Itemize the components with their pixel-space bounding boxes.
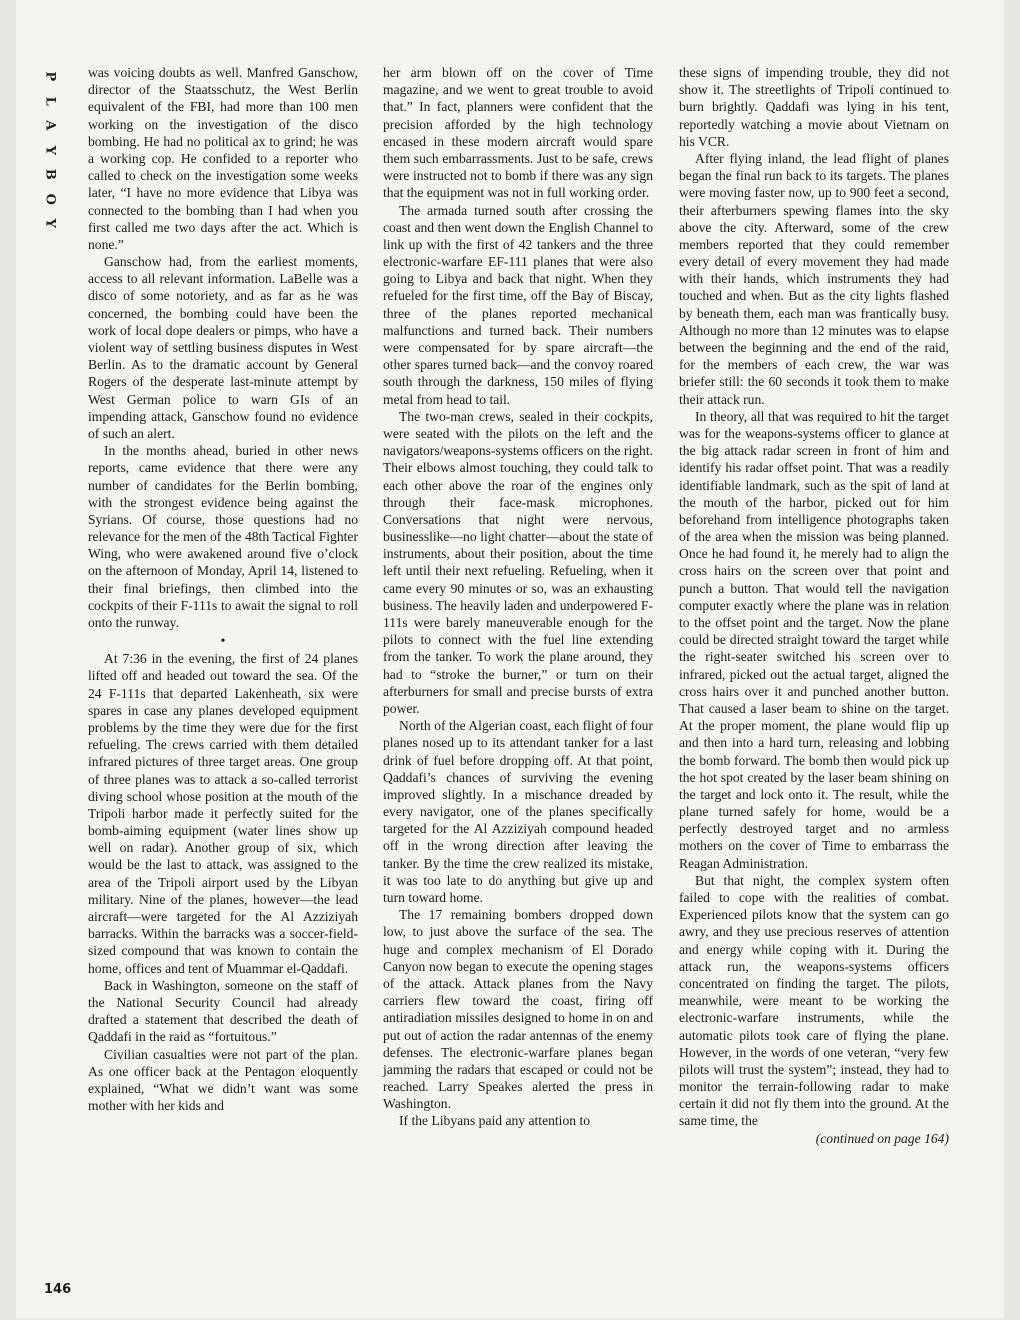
paragraph: In theory, all that was required to hit the target was for the weapons-systems officer to glance at the big attack radar screen in front of him and identify his radar offset point. That was a readily identifiable landmark, such as the spit of land at the mouth of the harbor, picked out for him beforehand from intelligence photographs taken of the area when the mission was being planned. Once he had found it, he merely had to align the cross hairs on the screen over that point and punch a button. That would tell the navigation computer exactly where the plane was in relation to the offset point and the target. Now the plane could be directed straight toward the target while the right-seater switched his screen over to infrared, picked out the actual target, aligned the cross hairs over it and punched another button. That caused a laser beam to shine on the target. At the proper moment, the plane would flip up and then into a hard turn, releasing and lobbing the bomb forward. The bomb then would pick up the hot spot created by the laser beam shining on the target and lock onto it. The result, while the plane turned safely for home, would be a perfectly destroyed target and no armless mothers on the cover of Time to embarrass the Reagan Administration. <box>679 408 949 871</box>
paragraph: these signs of impending trouble, they did not show it. The streetlights of Tripoli continued to burn brightly. Qaddafi was lying in his tent, reportedly watching a movie about Vietnam on his VCR. <box>679 65 949 149</box>
text-column-1 <box>88 64 358 1114</box>
paragraph: But that night, the complex system often failed to cope with the realities of combat. Experienced pilots know that the system can go awry, and they use precious reserves of attention and energy while coping with it. During the attack run, the weapons-systems officers concentrated on finding the target. The pilots, meanwhile, were meant to be working the electronic-warfare instruments, while the automatic pilots took care of flying the plane. However, in the words of one veteran, “very few pilots will trust the system”; instead, they had to monitor the terrain-following radar to make certain it did not fly them into the ground. At the same time, the <box>679 872 949 1129</box>
magazine-name-vertical <box>40 64 58 236</box>
paragraph: After flying inland, the lead flight of planes began the final run back to its targets. The planes were moving faster now, up to 900 feet a second, their afterburners spewing flames into the sky above the city. Afterward, some of the crew members reported that they could remember every detail of every movement they had made with their hands, which instruments they had touched and when. But as the city lights flashed by beneath them, each man was frantically busy. Although no more than 12 minutes was to elapse between the beginning and the end of the raid, for the members of each crew, the war was briefer still: the 60 seconds it took them to make their attack run. <box>679 150 949 407</box>
text-column-2 <box>383 64 653 1130</box>
paragraph: Civilian casualties were not part of the plan. As one officer back at the Pentagon eloquently explained, “What we didn’t want was some mother with her kids and <box>88 1046 358 1114</box>
magazine-letter: A <box>42 120 58 131</box>
magazine-letter: P <box>42 71 58 82</box>
paragraph: her arm blown off on the cover of Time magazine, and we went to great trouble to avoid that.” In fact, planners were confident that the precision afforded by the high technology encased in these modern aircraft would spare them such embarrassments. Just to be safe, crews were instructed not to bomb if there was any sign that the equipment was not in full working order. <box>383 65 653 201</box>
magazine-letter: L <box>42 96 58 106</box>
paragraph: At 7:36 in the evening, the first of 24 planes lifted off and headed out toward the sea. Of the 24 F-111s that departed Lakenheath, six were spares in case any planes developed equipment problems by the time they were due for the first refueling. The crews carried with them detailed infrared pictures of three target areas. One group of three planes was to attack a so-called terrorist diving school whose position at the mouth of the Tripoli harbor made it perfectly suited for the bomb-aiming equipment (water lines show up well on radar). Another group of six, which would be the last to attack, was assigned to the area of the Tripoli airport used by the Libyan military. Nine of the planes, however—the lead aircraft—were targeted for the Al Azziziyah barracks. Within the barracks was a soccer-field-sized compound that was known to contain the home, offices and tent of Muammar el-Qaddafi. <box>88 651 358 976</box>
text-column-3 <box>679 64 949 1147</box>
continuation-note: (continued on page 164) <box>815 1130 949 1146</box>
magazine-letter: B <box>42 168 58 180</box>
paragraph: The two-man crews, sealed in their cockpits, were seated with the pilots on the left and the navigators/weapons-systems officers on the right. Their elbows almost touching, they could talk to each other above the roar of the engines only through their face-mask microphones. Conversations that night were nervous, businesslike—no light chatter—about the state of instruments, about their position, about the time left until their next refueling. Refueling, when it came every 90 minutes or so, was an exhausting business. The heavily laden and underpowered F-111s were barely maneuverable enough for the pilots to connect with the fuel line extending from the tanker. To work the plane around, they had to “stroke the burner,” or turn on their afterburners for small and precise bursts of extra power. <box>383 408 653 716</box>
section-break: • <box>220 634 226 650</box>
magazine-letter: Y <box>42 145 58 155</box>
paragraph: Back in Washington, someone on the staff of the National Security Council had already drafted a statement that described the death of Qaddafi in the raid as “fortuitous.” <box>88 977 358 1045</box>
paragraph: The 17 remaining bombers dropped down low, to just above the surface of the sea. The huge and complex mechanism of El Dorado Canyon now began to execute the opening stages of the attack. Attack planes from the Navy carriers flew toward the coast, firing off antiradiation missiles designed to home in on and put out of action the radar antennas of the enemy defenses. The electronic-warfare planes began jamming the radars that escaped or could not be reached. Larry Speakes alerted the press in Washington. <box>383 907 653 1112</box>
paragraph: North of the Algerian coast, each flight of four planes nosed up to its attendant tanker for a last drink of fuel before dropping off. At that point, Qaddafi’s chances of surviving the evening improved slightly. In a mischance dreaded by every navigator, one of the planes specifically targeted for the Al Azziziyah compound headed off in the wrong direction after leaving the tanker. By the time the crew realized its mistake, it was too late to do anything but give up and turn toward home. <box>383 718 653 905</box>
paragraph: The armada turned south after crossing the coast and then went down the English Channel to link up with the first of 42 tankers and the three electronic-warfare EF-111 planes that were also going to Libya and back that night. When they refueled for the first time, off the Bay of Biscay, three of the planes reported mechanical malfunctions and turned back. Their numbers were compensated for by spare aircraft—the other spares turned back—and the convoy roared south through the darkness, 150 miles of flying metal from head to tail. <box>383 202 653 407</box>
paragraph: was voicing doubts as well. Manfred Ganschow, director of the Staatsschutz, the West Berlin equivalent of the FBI, had more than 100 men working on the investigation of the disco bombing. He had no political ax to grind; he was a working cop. He confided to a reporter who called to check on the investigation some weeks later, “I have no more evidence that Libya was connected to the bombing than I had when you first called me two days after the act. Which is none.” <box>88 65 358 252</box>
magazine-letter: Y <box>42 218 58 228</box>
paragraph: Ganschow had, from the earliest moments, access to all relevant information. LaBelle was a disco of some notoriety, and as far as he was concerned, the bombing could have been the work of local dope dealers or pimps, who have a violent way of settling business disputes in West Berlin. As to the dramatic account by General Rogers of the desperate last-minute attempt by West German police to warn GIs of an impending attack, Ganschow found no evidence of such an alert. <box>88 254 358 441</box>
magazine-letter: O <box>42 193 58 205</box>
page-number: 146 <box>44 1282 72 1297</box>
paragraph: If the Libyans paid any attention to <box>399 1113 591 1129</box>
magazine-page <box>16 0 1004 1318</box>
paragraph: In the months ahead, buried in other news reports, came evidence that there were any number of candidates for the Berlin bombing, with the strongest evidence being against the Syrians. Of course, those questions had no relevance for the men of the 48th Tactical Fighter Wing, who were awakened around five o’clock on the afternoon of Monday, April 14, listened to their final briefings, then climbed into the cockpits of their F-111s to await the signal to roll onto the runway. <box>88 443 358 630</box>
